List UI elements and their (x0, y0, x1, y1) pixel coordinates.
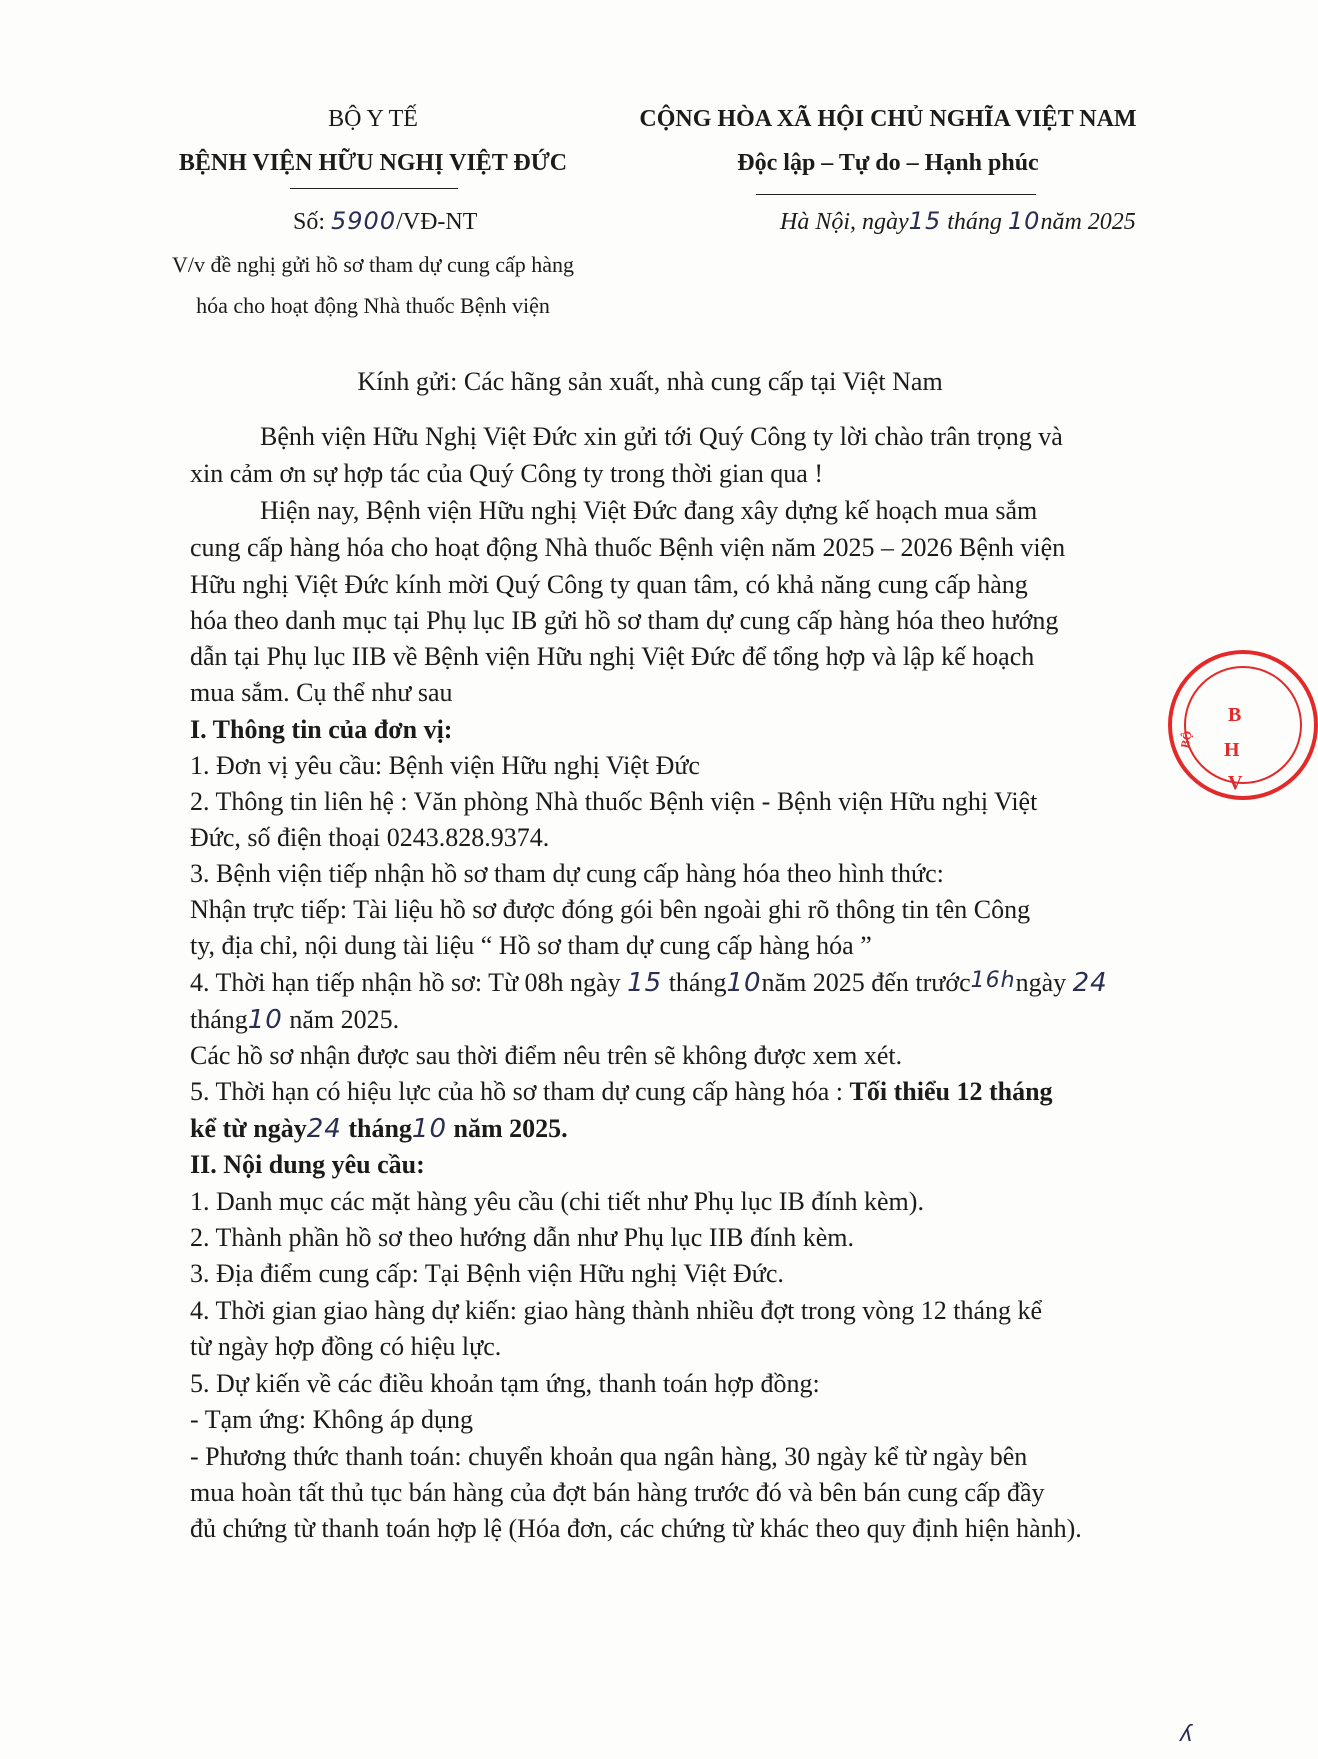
national-motto: Độc lập – Tự do – Hạnh phúc (737, 150, 1039, 176)
section-1-item-4-line-1 (190, 968, 1108, 998)
validity-bold-3: tháng (341, 1114, 412, 1143)
paragraph-1-line-1: Bệnh viện Hữu Nghị Việt Đức xin gửi tới Quý Công ty lời chào trân trọng và (260, 422, 1063, 451)
seal-ring-text: BỘ (1177, 729, 1195, 750)
section-2-item-5-payment-line-1: - Phương thức thanh toán: chuyển khoản qua ngân hàng, 30 ngày kể từ ngày bên (190, 1442, 1028, 1471)
section-1-title: I. Thông tin của đơn vị: (190, 715, 453, 744)
seal-letter-2: H (1224, 739, 1240, 761)
deadline-text-d: ngày (1015, 968, 1073, 997)
republic-name: CỘNG HÒA XÃ HỘI CHỦ NGHĨA VIỆT NAM (639, 106, 1137, 132)
deadline-text-f: năm 2025. (282, 1005, 400, 1034)
section-2-item-5-advance: - Tạm ứng: Không áp dụng (190, 1405, 473, 1434)
paragraph-1-line-2: xin cảm ơn sự hợp tác của Quý Công ty trong thời gian qua ! (190, 459, 824, 488)
section-1-item-3-line-3: ty, địa chỉ, nội dung tài liệu “ Hồ sơ tham dự cung cấp hàng hóa ” (190, 931, 872, 960)
section-2-item-5-payment-line-3: đủ chứng từ thanh toán hợp lệ (Hóa đơn, các chứng từ khác theo quy định hiện hành). (190, 1514, 1082, 1543)
deadline-day2-handwritten: 24 (1072, 968, 1108, 998)
seal-letter-1: B (1228, 704, 1242, 726)
paragraph-2-line-5: dẫn tại Phụ lục IIB về Bệnh viện Hữu nghị Việt Đức để tổng hợp và lập kế hoạch (190, 642, 1035, 671)
section-1-item-3-line-1: 3. Bệnh viện tiếp nhận hồ sơ tham dự cung cấp hàng hóa theo hình thức: (190, 859, 944, 888)
deadline-hour-handwritten: 16h (970, 968, 1016, 993)
section-1-item-1: 1. Đơn vị yêu cầu: Bệnh viện Hữu nghị Việt Đức (190, 751, 700, 780)
date-month-handwritten: 10 (1007, 207, 1041, 235)
validity-month-handwritten: 10 (411, 1114, 447, 1144)
header-right-underline (756, 194, 1036, 195)
section-1-item-2-line-2: Đức, số điện thoại 0243.828.9374. (190, 823, 550, 852)
corner-initial-mark: ʎ (1180, 1722, 1195, 1747)
ministry-name: BỘ Y TẾ (328, 106, 418, 132)
validity-text-a: 5. Thời hạn có hiệu lực của hồ sơ tham dự cung cấp hàng hóa : (190, 1077, 850, 1106)
date-day-handwritten: 15 (908, 207, 942, 235)
paragraph-2-line-6: mua sắm. Cụ thể như sau (190, 678, 453, 707)
deadline-day-handwritten: 15 (627, 968, 663, 998)
section-1-item-5-line-2 (190, 1114, 568, 1144)
validity-bold-1: Tối thiểu 12 tháng (849, 1077, 1053, 1106)
validity-day-handwritten: 24 (306, 1114, 342, 1144)
seal-letter-3: V (1228, 772, 1243, 794)
section-1-item-5-line-1 (190, 1077, 1053, 1107)
section-2-item-2: 2. Thành phần hồ sơ theo hướng dẫn như Phụ lục IIB đính kèm. (190, 1223, 854, 1252)
paragraph-2-line-4: hóa theo danh mục tại Phụ lục IB gửi hồ sơ tham dự cung cấp hàng hóa theo hướng (190, 606, 1059, 635)
section-2-item-5: 5. Dự kiến về các điều khoản tạm ứng, thanh toán hợp đồng: (190, 1369, 820, 1398)
section-2-item-5-payment-line-2: mua hoàn tất thủ tục bán hàng của đợt bán hàng trước đó và bên bán cung cấp đầy (190, 1478, 1045, 1507)
section-1-item-2-line-1: 2. Thông tin liên hệ : Văn phòng Nhà thuốc Bệnh viện - Bệnh viện Hữu nghị Việt (190, 787, 1038, 816)
official-seal (1168, 650, 1318, 800)
section-2-item-4-line-2: từ ngày hợp đồng có hiệu lực. (190, 1332, 502, 1361)
deadline-text-a: 4. Thời hạn tiếp nhận hồ sơ: Từ 08h ngày (190, 968, 628, 997)
section-2-title: II. Nội dung yêu cầu: (190, 1150, 425, 1179)
doc-number-handwritten: 5900 (331, 207, 397, 235)
validity-bold-4: năm 2025. (447, 1114, 568, 1143)
section-1-item-4-line-2 (190, 1005, 399, 1035)
deadline-text-e: tháng (190, 1005, 248, 1034)
subject-line-2: hóa cho hoạt động Nhà thuốc Bệnh viện (196, 293, 550, 318)
paragraph-2-line-1: Hiện nay, Bệnh viện Hữu nghị Việt Đức đang xây dựng kế hoạch mua sắm (260, 496, 1038, 525)
doc-number-prefix: Số: (293, 209, 332, 235)
header-left-underline (290, 188, 458, 189)
validity-bold-2: kể từ ngày (190, 1114, 307, 1143)
subject-line-1: V/v đề nghị gửi hồ sơ tham dự cung cấp hàng (171, 252, 575, 277)
section-2-item-1: 1. Danh mục các mặt hàng yêu cầu (chi tiết như Phụ lục IB đính kèm). (190, 1187, 924, 1216)
date-text-3: năm 2025 (1040, 209, 1136, 235)
paragraph-2-line-3: Hữu nghị Việt Đức kính mời Quý Công ty quan tâm, có khả năng cung cấp hàng (190, 570, 1028, 599)
deadline-text-c: năm 2025 đến trước (761, 968, 971, 997)
section-2-item-3: 3. Địa điểm cung cấp: Tại Bệnh viện Hữu nghị Việt Đức. (190, 1259, 784, 1288)
date-text-2: tháng (941, 209, 1008, 235)
addressee: Kính gửi: Các hãng sản xuất, nhà cung cấp tại Việt Nam (357, 367, 943, 396)
section-1-item-4-note: Các hồ sơ nhận được sau thời điểm nêu trên sẽ không được xem xét. (190, 1041, 903, 1070)
doc-number-suffix: /VĐ-NT (396, 209, 478, 235)
section-2-item-4-line-1: 4. Thời gian giao hàng dự kiến: giao hàng thành nhiều đợt trong vòng 12 tháng kể (190, 1296, 1043, 1325)
document-date (780, 207, 1136, 236)
deadline-month-handwritten: 10 (726, 968, 762, 998)
official-seal-inner-ring (1184, 666, 1302, 784)
section-1-item-3-line-2: Nhận trực tiếp: Tài liệu hồ sơ được đóng gói bên ngoài ghi rõ thông tin tên Công (190, 895, 1031, 924)
hospital-name: BỆNH VIỆN HỮU NGHỊ VIỆT ĐỨC (178, 150, 568, 176)
paragraph-2-line-2: cung cấp hàng hóa cho hoạt động Nhà thuốc Bệnh viện năm 2025 – 2026 Bệnh viện (190, 533, 1066, 562)
date-text-1: Hà Nội, ngày (780, 209, 909, 235)
document-number (293, 207, 477, 236)
deadline-month2-handwritten: 10 (247, 1005, 283, 1035)
deadline-text-b: tháng (662, 968, 727, 997)
